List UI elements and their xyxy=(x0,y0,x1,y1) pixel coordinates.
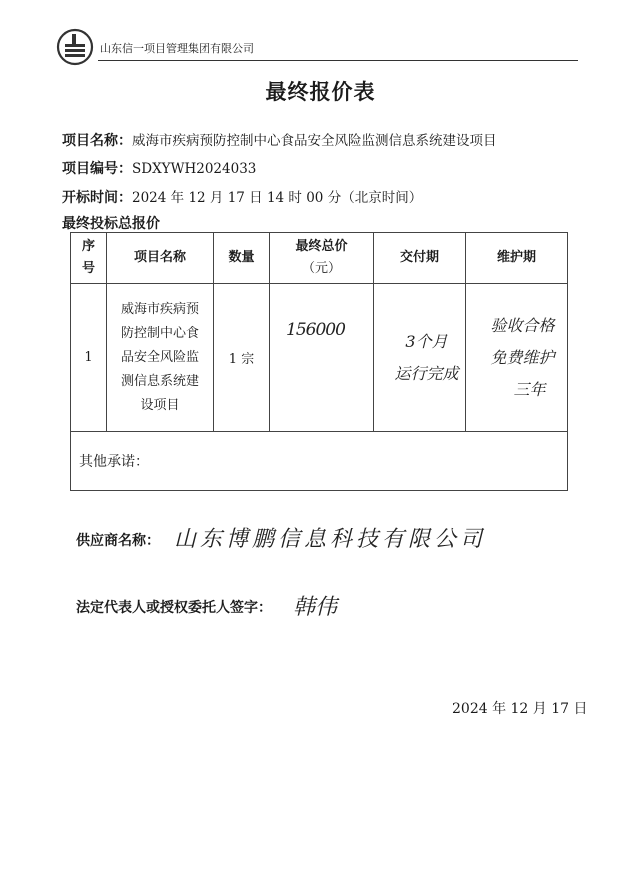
other-commitments-row xyxy=(71,432,568,491)
row-project-name xyxy=(107,284,214,432)
row-delivery-line: 运行完成 xyxy=(394,363,459,383)
header-index-line2: 号 xyxy=(81,261,95,276)
header-maintenance: 维护期 xyxy=(466,233,568,284)
document-title: 最终报价表 xyxy=(265,80,376,104)
table-header-row xyxy=(71,233,568,284)
header-quantity: 数量 xyxy=(214,233,270,284)
supplier-signature: 山东博鹏信息科技有限公司 xyxy=(174,527,487,552)
supplier-label: 供应商名称： xyxy=(76,533,160,549)
project-name-value: 威海市疾病预防控制中心食品安全风险监测信息系统建设项目 xyxy=(132,133,497,149)
row-delivery-handwritten xyxy=(374,284,466,432)
row-maintenance-line: 验收合格 xyxy=(490,315,555,335)
row-project-line: 威海市疾病预 xyxy=(120,301,199,317)
project-name-row xyxy=(62,129,497,150)
total-bid-label: 最终投标总报价 xyxy=(62,216,160,232)
row-quantity: 1 宗 xyxy=(214,284,270,432)
opening-time-value: 2024 年 12 月 17 日 14 时 00 分（北京时间） xyxy=(132,190,423,206)
row-delivery-line: 3个月 xyxy=(405,331,448,351)
row-project-line: 测信息系统建 xyxy=(120,373,199,389)
header-index-line1: 序 xyxy=(81,239,95,254)
header-delivery: 交付期 xyxy=(374,233,466,284)
row-price-handwritten: 156000 xyxy=(286,319,345,340)
table-row xyxy=(71,284,568,432)
representative-label: 法定代表人或授权委托人签字： xyxy=(76,600,272,616)
opening-time-label: 开标时间： xyxy=(62,190,132,206)
row-project-line: 品安全风险监 xyxy=(120,349,199,365)
project-number-row xyxy=(62,158,256,178)
row-maintenance-line: 三年 xyxy=(513,379,546,399)
row-price-cell xyxy=(270,284,374,432)
company-name: 山东信一项目管理集团有限公司 xyxy=(100,42,254,55)
header-price-line1: 最终总价 xyxy=(295,239,348,254)
row-project-line: 防控制中心食 xyxy=(120,325,199,341)
header-price xyxy=(270,233,374,284)
representative-signature: 韩伟 xyxy=(293,595,338,620)
project-name-label: 项目名称： xyxy=(62,133,132,149)
row-index: 1 xyxy=(71,284,107,432)
row-maintenance-handwritten xyxy=(466,284,568,432)
row-maintenance-line: 免费维护 xyxy=(490,347,555,367)
company-logo-icon xyxy=(56,28,94,66)
bid-table xyxy=(70,232,568,491)
document-date: 2024 年 12 月 17 日 xyxy=(452,701,588,717)
project-number-label: 项目编号： xyxy=(62,161,132,177)
header-index xyxy=(71,233,107,284)
header-rule xyxy=(98,60,578,61)
header-price-line2: （元） xyxy=(301,261,341,276)
row-project-line: 设项目 xyxy=(140,397,180,413)
opening-time-row xyxy=(62,186,422,207)
header-project: 项目名称 xyxy=(107,233,214,284)
other-commitments: 其他承诺： xyxy=(71,432,568,491)
project-number-value: SDXYWH2024033 xyxy=(132,161,257,177)
